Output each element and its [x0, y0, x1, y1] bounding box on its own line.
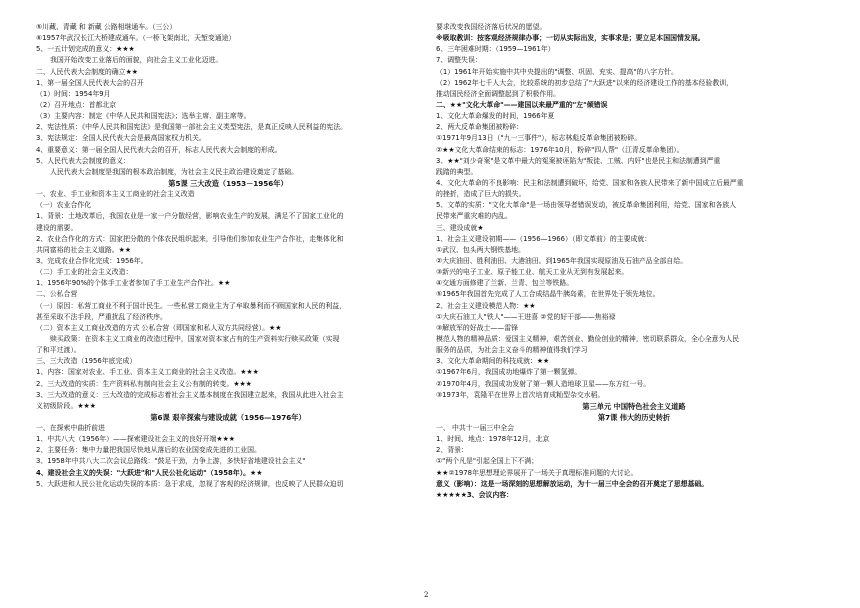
text-line: 建设的需要。 [36, 223, 78, 232]
section-heading: 二、公私合营 [36, 290, 78, 299]
text-line: 甚至采取不法手段，严重扰乱了经济秩序。 [36, 312, 167, 321]
text-line: （一）农业合作化 [36, 201, 92, 210]
text-line: 2、两大反革命集团被粉碎： [436, 123, 524, 132]
text-line: 1、1956年90%的个体手工业者参加了手工业生产合作社。★★ [36, 279, 231, 288]
text-line: ①武汉、包头两大钢铁基地。 [436, 245, 525, 254]
section-heading: 二、人民代表大会制度的确立★★ [36, 67, 138, 76]
text-line: 1、时间、地点：1978年12月，北京 [436, 435, 550, 444]
text-line: 3、★★"刘少奇案"是文革中最大的冤案被诬陷为"叛徒、工贼、内奸"也是民主和法制遭到严重 [436, 156, 721, 165]
text-line: 了和平过渡）。 [36, 346, 81, 355]
text-line: 践踏的典型。 [436, 167, 478, 176]
section-heading: 一、在探索中曲折前进 [36, 424, 105, 433]
text-line: 2、主要任务：集中力量把我国尽快地从落后的农业国变成先进的工业国。 [36, 446, 261, 455]
text-line: 2、三大改造的实质：生产资料私有制向社会主义公有制的转变。★★★ [36, 379, 252, 388]
text-line: 4、文化大革命的不良影响：民主和法制遭到破坏，给党、国家和各族人民带来了新中国成立后最严重 [436, 178, 744, 187]
text-line: 人民代表大会制度是我国的根本政治制度，为社会主义民主政治建设奠定了基础。 [50, 167, 299, 176]
text-line: 1、社会主义建设初期——（1956—1966）（即文革前）的主要成就： [436, 234, 652, 243]
text-line: ②大庆油田、胜利油田、大港油田。到1965年我国实现原油及石油产品全部自给。 [436, 256, 688, 265]
text-line: （二）资本主义工商业改造的方式 公私合营（即国家和私人双方共同经营）。★★ [36, 323, 282, 332]
text-line: ⑤川藏、青藏 和 新藏 公路相继通车。（三公） [36, 23, 177, 31]
text-line: 3、三大改造的意义：三大改造的完成标志着社会主义基本制度在我国建立起来，我国从此进入社会主 [36, 390, 344, 399]
text-line: 3、完成农业合作化完成：1956年。 [36, 256, 148, 265]
text-line: （3）主要内容：制定《中华人民共和国宪法》；选举主席、副主席等。 [36, 112, 251, 121]
text-line: 1、文化大革命爆发的时间，1966年夏 [436, 112, 555, 121]
text-line: 服务的品质，为社会主义奋斗的精神值得我们学习 [436, 346, 588, 355]
text-line: 2、背景： [436, 446, 468, 455]
text-line: 意义（影响）：这是一场深刻的思想解放运动，为十一届三中全会的召开奠定了思想基础。 [436, 479, 709, 488]
text-line: 我国开始改变工业落后的面貌，向社会主义工业化迈进。 [50, 56, 223, 65]
text-line: 7、调整失误： [436, 56, 482, 65]
text-line: 3、1958年中共八大二次会议总路线："鼓足干劲，力争上游，多快好省地建设社会主义" [36, 457, 306, 466]
text-line: （1）时间：1954年9月 [36, 89, 111, 98]
lesson-title: 第6课 艰辛探索与建设成就（1956—1976年） [150, 412, 306, 422]
text-line: 2、宪法性质：《中华人民共和国宪法》是我国第一部社会主义类型宪法，是真正反映人民利益的宪法。 [36, 123, 348, 132]
section-heading: 一、农业、手工业和资本主义工商业的社会主义改造 [36, 190, 195, 199]
text-line: ①大庆石油工人"铁人"——王进喜 ②党的好干部——焦裕禄 [436, 312, 616, 321]
text-line: ①1967年6月，我国成功地爆炸了第一颗氢弹。 [436, 368, 582, 377]
text-line: （1）1961年开始实施中共中央提出的"调整、巩固、充实、提高"的八字方针。 [436, 67, 678, 76]
text-line: 共同富裕的社会主义道路。★★ [36, 245, 132, 254]
text-line: 6、三年困难时期：（1959—1961年） [436, 45, 555, 54]
right-column [436, 22, 832, 501]
text-line: 4、重要意义：第一届全国人民代表大会的召开，标志人民代表大会制度的形成。 [36, 145, 282, 154]
text-line: （2）1962年七千人大会，比较系统的初步总结了"大跃进"以来的经济建设工作的基本经验教训， [436, 78, 733, 87]
text-line: 1、中共八大（1956年）——探索建设社会主义的良好开端★★★ [36, 435, 235, 444]
text-line: （2）召开地点：首都北京 [36, 100, 117, 109]
text-line: 推动国民经济全面调整起到了积极作用。 [436, 89, 561, 98]
text-line: ①1971年9月13日（"九一三事件"），标志林彪反革命集团被粉碎。 [436, 134, 642, 143]
text-line: 2、农业合作化的方式：国家把分散的个体农民组织起来，引导他们参加农业生产合作社，走集体化和 [36, 234, 344, 243]
text-line: 5、大跃进和人民公社化运动失误的本质：急于求成，忽视了客观的经济规律，也反映了人民群众迫切 [36, 479, 344, 488]
text-line: ※吸取教训：按客观经济规律办事；一切从实际出发，实事求是；要立足本国国情发展。 [436, 34, 705, 43]
section-heading: 一、 中共十一届三中全会 [436, 424, 514, 433]
text-line: ②★★文化大革命结束的标志：1976年10月，粉碎"四人帮"（江青反革命集团）。 [436, 145, 684, 154]
text-line: ④交通方面修建了兰新、兰青、包兰等铁路。 [436, 279, 574, 288]
text-line: 1、内容：国家对农业、手工业、资本主义工商业的社会主义改造。★★★ [36, 368, 259, 377]
text-line: 5、一五计划完成的意义：★★★ [36, 45, 135, 54]
text-line: 义初级阶段。★★★ [36, 401, 96, 410]
text-line: （一）原因：私营工商业不利于国计民生。一些私营工商业主为了牟取暴利而不顾国家和人民的利益， [36, 301, 347, 310]
left-column [36, 22, 420, 490]
text-line: ③解放军的好战士——雷锋 [436, 323, 518, 332]
text-line: ★★★★★3、会议内容： [436, 490, 514, 499]
text-line: ③1973年，袁隆平在世界上首次培育成籼型杂交水稻。 [436, 390, 605, 399]
text-line: ★★②1978年思想理论界展开了一场关于真理标准问题的大讨论。 [436, 468, 638, 477]
text-line: 要求改变我国经济落后状况的愿望。 [436, 23, 547, 31]
lesson-title: 第7课 伟大的历史转折 [597, 412, 671, 422]
text-line: 赎买政策：在资本主义工商业的改造过程中，国家对资本家占有的生产资料实行赎买政策（实现 [50, 334, 340, 343]
text-line: 2、社会主义建设模范人物：★★ [436, 301, 536, 310]
text-line: （二）手工业的社会主义改造： [36, 268, 133, 277]
text-line: 3、文化大革命期间的科技成就：★★ [436, 357, 550, 366]
text-line: 5、人民代表大会制度的意义： [36, 156, 130, 165]
section-heading: 三、三大改造（1956年底完成） [36, 357, 137, 366]
text-line: 5、文革的实质："文化大革命"是一场由领导者错误发动，被反革命集团利用，给党、国家和各族人 [436, 201, 737, 210]
text-line: 4、建设社会主义的失误："大跃进"和"人民公社化运动"（1958年）。★★ [36, 468, 263, 477]
text-line: 1、背景：土地改革后，我国农业是一家一户分散经营，影响农业生产的发展，满足不了国家工业化的 [36, 212, 344, 221]
text-line: ②1970年4月，我国成功发射了第一颗人造地球卫星——东方红一号。 [436, 379, 651, 388]
text-line: ③新兴的电子工业、原子能工业、航天工业从无到有发展起来。 [436, 268, 629, 277]
text-line: 3、宪法规定：全国人民代表大会是最高国家权力机关。 [36, 134, 206, 143]
text-line: ⑥1957年武汉长江大桥建成通车。（一桥飞架南北，天堑变通途） [36, 34, 236, 43]
page-number: 2 [424, 591, 429, 599]
text-line: 1、第一届全国人民代表大会的召开 [36, 78, 144, 87]
text-line: 模范人物的精神品质：爱国主义精神，艰苦创业、勤俭创业的精神，密切联系群众，全心全意为人民 [436, 334, 740, 343]
lesson-title: 第5课 三大改造（1953－1956年） [168, 178, 288, 188]
text-line: ⑤1965年我国首先完成了人工合成结晶牛胰岛素，在世界处于领先地位。 [436, 290, 660, 299]
text-line: 的挫折，造成了巨大的损失。 [436, 190, 526, 199]
text-line: 民带来严重灾难的内乱。 [436, 212, 512, 221]
section-heading: 二、★★"文化大革命"——建国以来最严重的"左"倾错误 [436, 100, 608, 109]
text-line: ①"两个凡是"引起全国上下不满； [436, 457, 539, 466]
unit-title: 第三单元 中国特色社会主义道路 [582, 401, 686, 411]
section-heading: 三、建设成就★ [436, 223, 484, 232]
